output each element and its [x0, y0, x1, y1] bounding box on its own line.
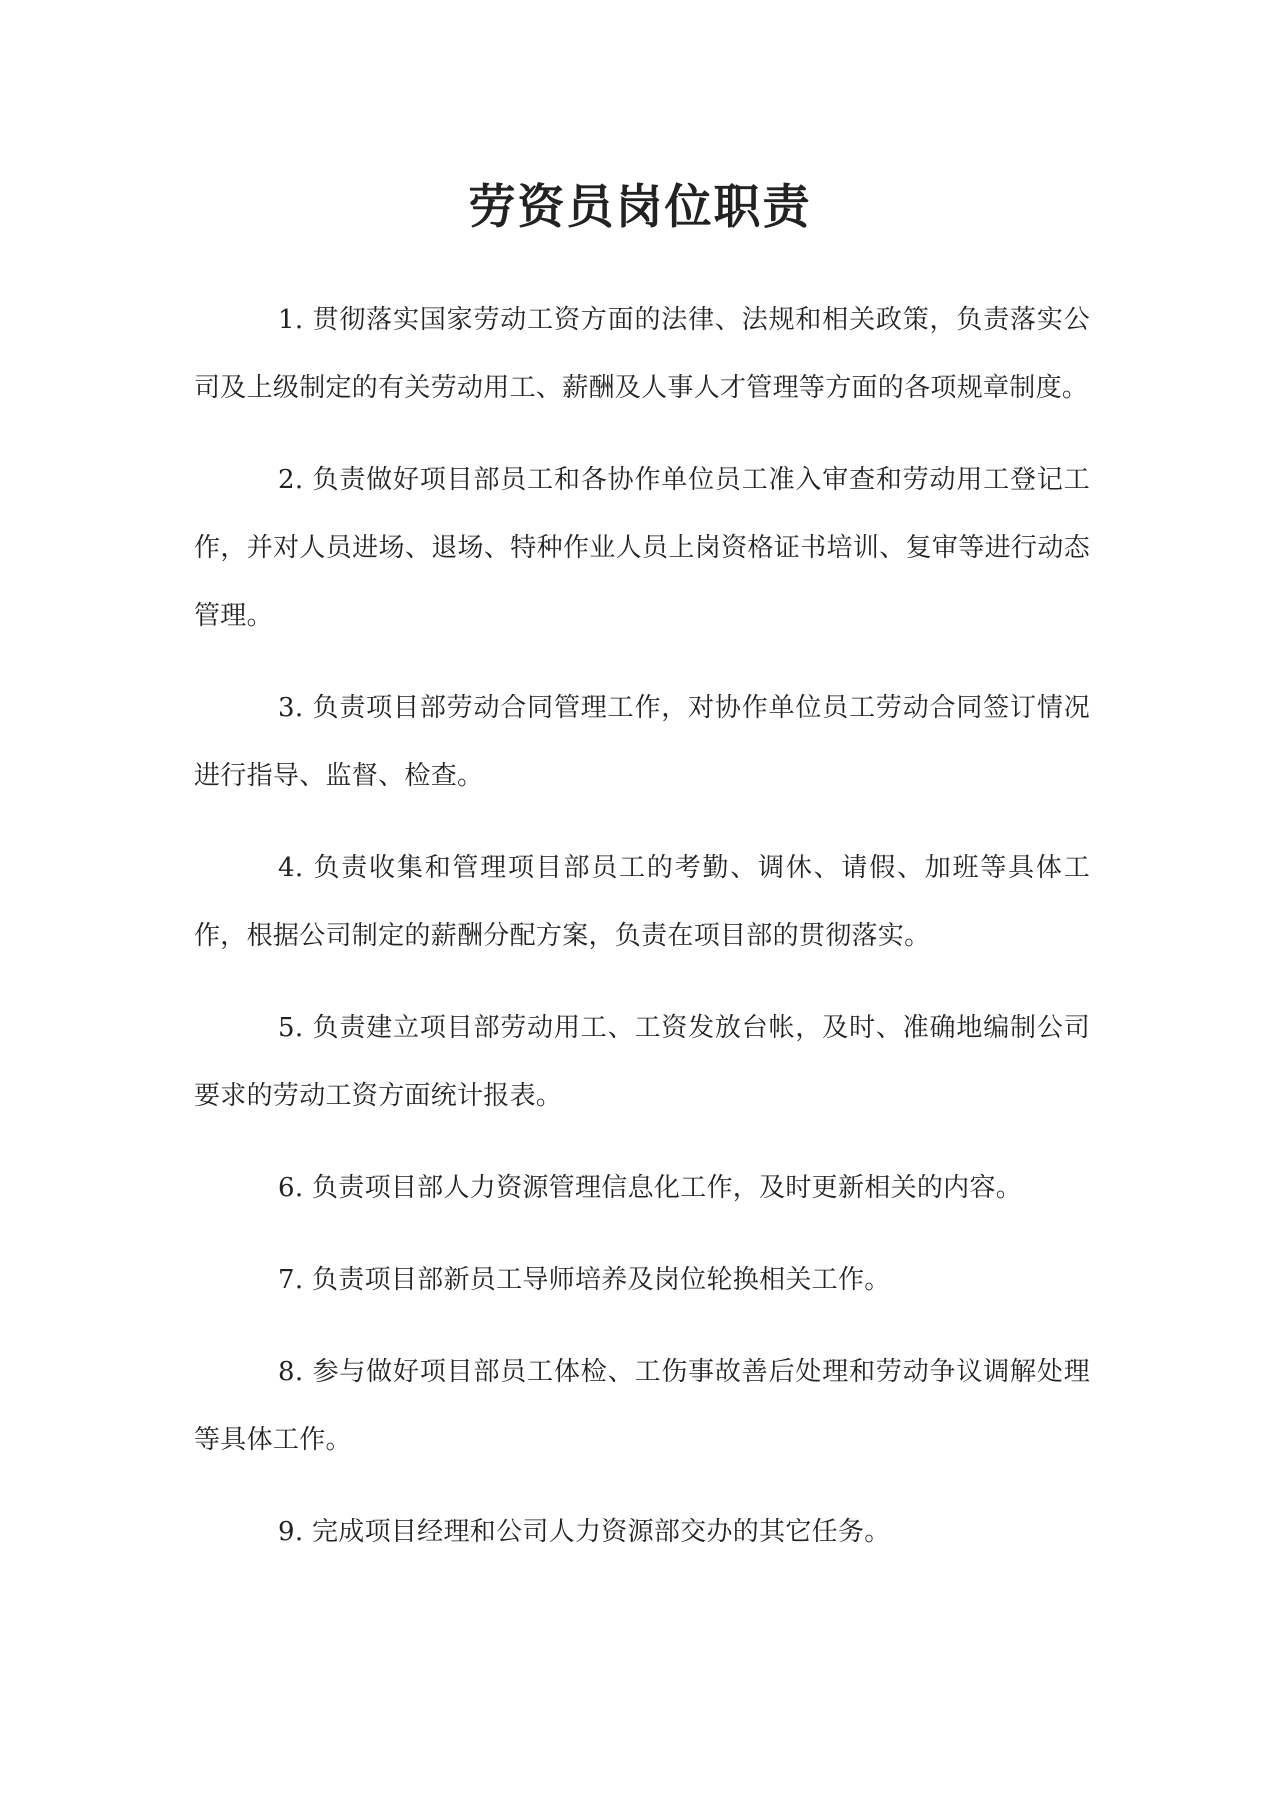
- duty-item-1: 1. 贯彻落实国家劳动工资方面的法律、法规和相关政策，负责落实公司及上级制定的有关劳动用工、薪酬及人事人才管理等方面的各项规章制度。: [194, 305, 1090, 403]
- duty-item-2: 2. 负责做好项目部员工和各协作单位员工准入审查和劳动用工登记工作，并对人员进场、退场、特种作业人员上岗资格证书培训、复审等进行动态管理。: [194, 465, 1090, 631]
- duty-item-3: 3. 负责项目部劳动合同管理工作，对协作单位员工劳动合同签订情况进行指导、监督、检查。: [194, 693, 1090, 791]
- duty-list: [194, 286, 1090, 1590]
- document-title: 劳资员岗位职责: [468, 180, 812, 235]
- duty-item-9: 9. 完成项目经理和公司人力资源部交办的其它任务。: [278, 1517, 891, 1547]
- duty-item-5: 5. 负责建立项目部劳动用工、工资发放台帐，及时、准确地编制公司要求的劳动工资方面统计报表。: [194, 1013, 1090, 1111]
- duty-item-8: 8. 参与做好项目部员工体检、工伤事故善后处理和劳动争议调解处理等具体工作。: [194, 1357, 1090, 1455]
- duty-item-4: 4. 负责收集和管理项目部员工的考勤、调休、请假、加班等具体工作，根据公司制定的薪酬分配方案，负责在项目部的贯彻落实。: [194, 853, 1090, 951]
- duty-item-6: 6. 负责项目部人力资源管理信息化工作，及时更新相关的内容。: [278, 1173, 1023, 1203]
- duty-item-7: 7. 负责项目部新员工导师培养及岗位轮换相关工作。: [278, 1265, 891, 1295]
